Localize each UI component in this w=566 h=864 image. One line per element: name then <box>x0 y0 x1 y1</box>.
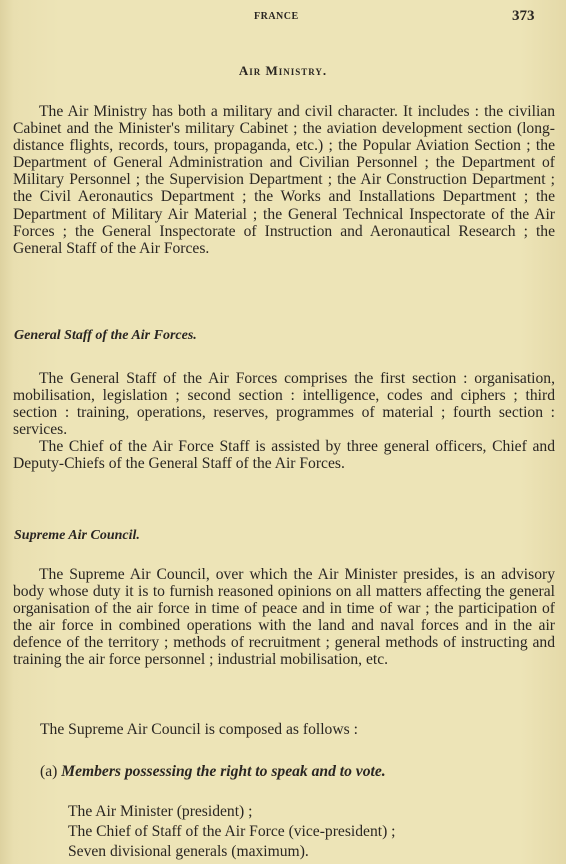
section-title: Air Ministry. <box>238 63 328 78</box>
general-staff-paragraph: The General Staff of the Air Forces comprises the first section : organisation, mobilisation, legislation ; second section : intelligence, codes and ciphers ; third section : training, operations, reserves, programmes of material ; fourth section : services. <box>13 370 555 439</box>
composition-sentence: The Supreme Air Council is composed as follows : <box>40 721 358 738</box>
list-item: The Air Minister (president) ; <box>68 803 253 820</box>
general-staff-block <box>13 370 555 473</box>
list-item: The Chief of Staff of the Air Force (vice-president) ; <box>68 823 396 840</box>
supreme-council-paragraph: The Supreme Air Council, over which the Air Minister presides, is an advisory body whose duty it is to furnish reasoned opinions on all matters affecting the general organisation of the air force in time of peace and in time of war ; the participation of the air force in combined operations with the land and naval forces and in the air defence of the territory ; methods of recruitment ; general methods of instructing and training the air force personnel ; industrial mobilisation, etc. <box>13 566 555 669</box>
running-title: FRANCE <box>254 11 299 22</box>
members-heading-text: Members possessing the right to speak and to vote. <box>61 763 386 780</box>
page-number: 373 <box>512 8 535 24</box>
members-heading <box>40 763 386 781</box>
intro-paragraph: The Air Ministry has both a military and civil character. It includes : the civilian Cabinet and the Minister's military Cabinet ; the aviation development section (long-distance flights, records, tours, propaganda, etc.) ; the Popular Aviation Section ; the Department of General Administration and Civilian Personnel ; the Department of Military Personnel ; the Supervision Department ; the Air Construction Department ; the Civil Aeronautics Department ; the Works and Installations Department ; the Department of Military Air Material ; the General Technical Inspectorate of the Air Forces ; the General Inspectorate of Instruction and Aeronautical Research ; the General Staff of the Air Forces. <box>13 103 555 257</box>
general-staff-paragraph-2: The Chief of the Air Force Staff is assisted by three general officers, Chief and Deputy-Chiefs of the General Staff of the Air Forces. <box>13 438 555 473</box>
members-list <box>68 802 396 862</box>
supreme-council-heading: Supreme Air Council. <box>14 528 140 543</box>
general-staff-heading: General Staff of the Air Forces. <box>14 328 197 343</box>
running-head <box>0 8 566 28</box>
list-item: Seven divisional generals (maximum). <box>68 843 309 860</box>
members-label: (a) <box>40 763 58 780</box>
